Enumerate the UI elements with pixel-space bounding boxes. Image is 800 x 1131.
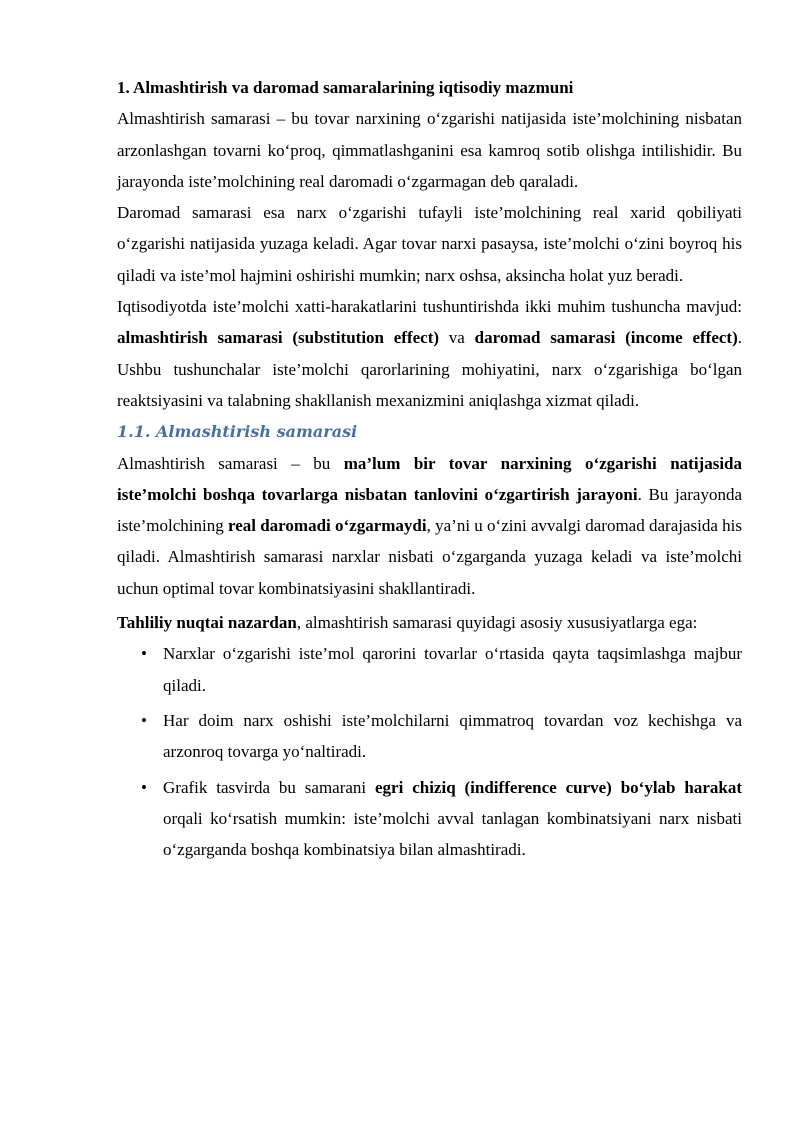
list-item-text: Narxlar o‘zgarishi iste’mol qarorini tovarlar o‘rtasida qayta taqsimlashga majbur qiladi. [163,644,742,695]
list-item-text: orqali ko‘rsatish mumkin: iste’molchi avval tanlagan kombinatsiyani narx nisbati o‘zgarganda boshqa kombinatsiya bilan almashtiradi. [163,808,742,860]
paragraph-substitution-definition: Almashtirish samarasi – bu tovar narxining o‘zgarishi natijasida iste’molchining nisbatan arzonlashgan tovarni ko‘proq, qimmatlashganini esa kamroq sotib olishga intilishidir. Bu jarayonda iste’molchining real daromadi o‘zgarmagan deb qaraladi. [117,109,742,191]
bullet-icon: • [141,644,147,664]
bold-phrase-real-income: real daromadi o‘zgarmaydi [227,516,427,536]
text-run: , ya’ni u o‘zini avvalgi daromad darajasida his qiladi. Almashtirish samarasi narxlar nisbati o‘zgarganda yuzaga keladi va iste’molchi uchun optimal tovar kombinatsiyasini shakllantiradi. [117,516,742,598]
paragraph-income-definition: Daromad samarasi esa narx o‘zgarishi tufayli iste’molchining real xarid qobiliyati o‘zgarishi natijasida yuzaga keladi. Agar tovar narxi pasaysa, iste’molchi o‘zini boyroq his qiladi va iste’mol hajmini oshirishi mumkin; narx oshsa, aksincha holat yuz beradi. [117,203,742,285]
subsection-heading: 1.1. Almashtirish samarasi [117,422,358,442]
text-run: Iqtisodiyotda iste’molchi xatti-harakatlarini tushuntirishda ikki muhim tushuncha mavjud: [117,297,742,317]
paragraph-two-concepts [117,291,742,416]
bold-phrase-indifference-curve: egri chiziq (indifference curve) bo‘ylab harakat [375,777,742,797]
text-run: . Ushbu tushunchalar iste’molchi qarorlarining mohiyatini, narx o‘zgarishiga bo‘lgan reaktsiyasini va talabning shakllanish mexanizmini aniqlashga xizmat qiladi. [117,328,743,410]
text-run: va [439,328,475,348]
bold-phrase-analytical: Tahliliy nuqtai nazardan [117,613,297,633]
document-page [117,72,742,865]
bullet-icon: • [141,710,147,730]
bullet-icon: • [141,777,147,797]
bold-phrase-choice-change: ma’lum bir tovar narxining o‘zgarishi natijasida iste’molchi boshqa tovarlarga nisbatan tanlovini o‘zgartirish jarayoni [117,453,742,504]
text-run: . Bu jarayonda iste’molchining [117,484,743,536]
list-item-text: Har doim narx oshishi iste’molchilarni qimmatroq tovardan voz kechishga va arzonroq tovarga yo‘naltiradi. [163,710,742,762]
bold-term-substitution-effect: almashtirish samarasi (substitution effect) [117,328,440,348]
list-item [141,772,742,866]
properties-list [117,638,742,865]
bold-term-income-effect: daromad samarasi (income effect) [474,328,738,348]
paragraph-substitution-detail [117,448,742,604]
list-item-text: Grafik tasvirda bu samarani [163,777,376,797]
text-run: Almashtirish samarasi – bu [117,453,344,473]
text-run: , almashtirish samarasi quyidagi asosiy xususiyatlarga ega: [296,613,698,633]
list-item [141,705,742,768]
section-heading: 1. Almashtirish va daromad samaralarining iqtisodiy mazmuni [117,78,574,97]
list-item [141,638,742,701]
paragraph-analytical-view [117,607,742,638]
